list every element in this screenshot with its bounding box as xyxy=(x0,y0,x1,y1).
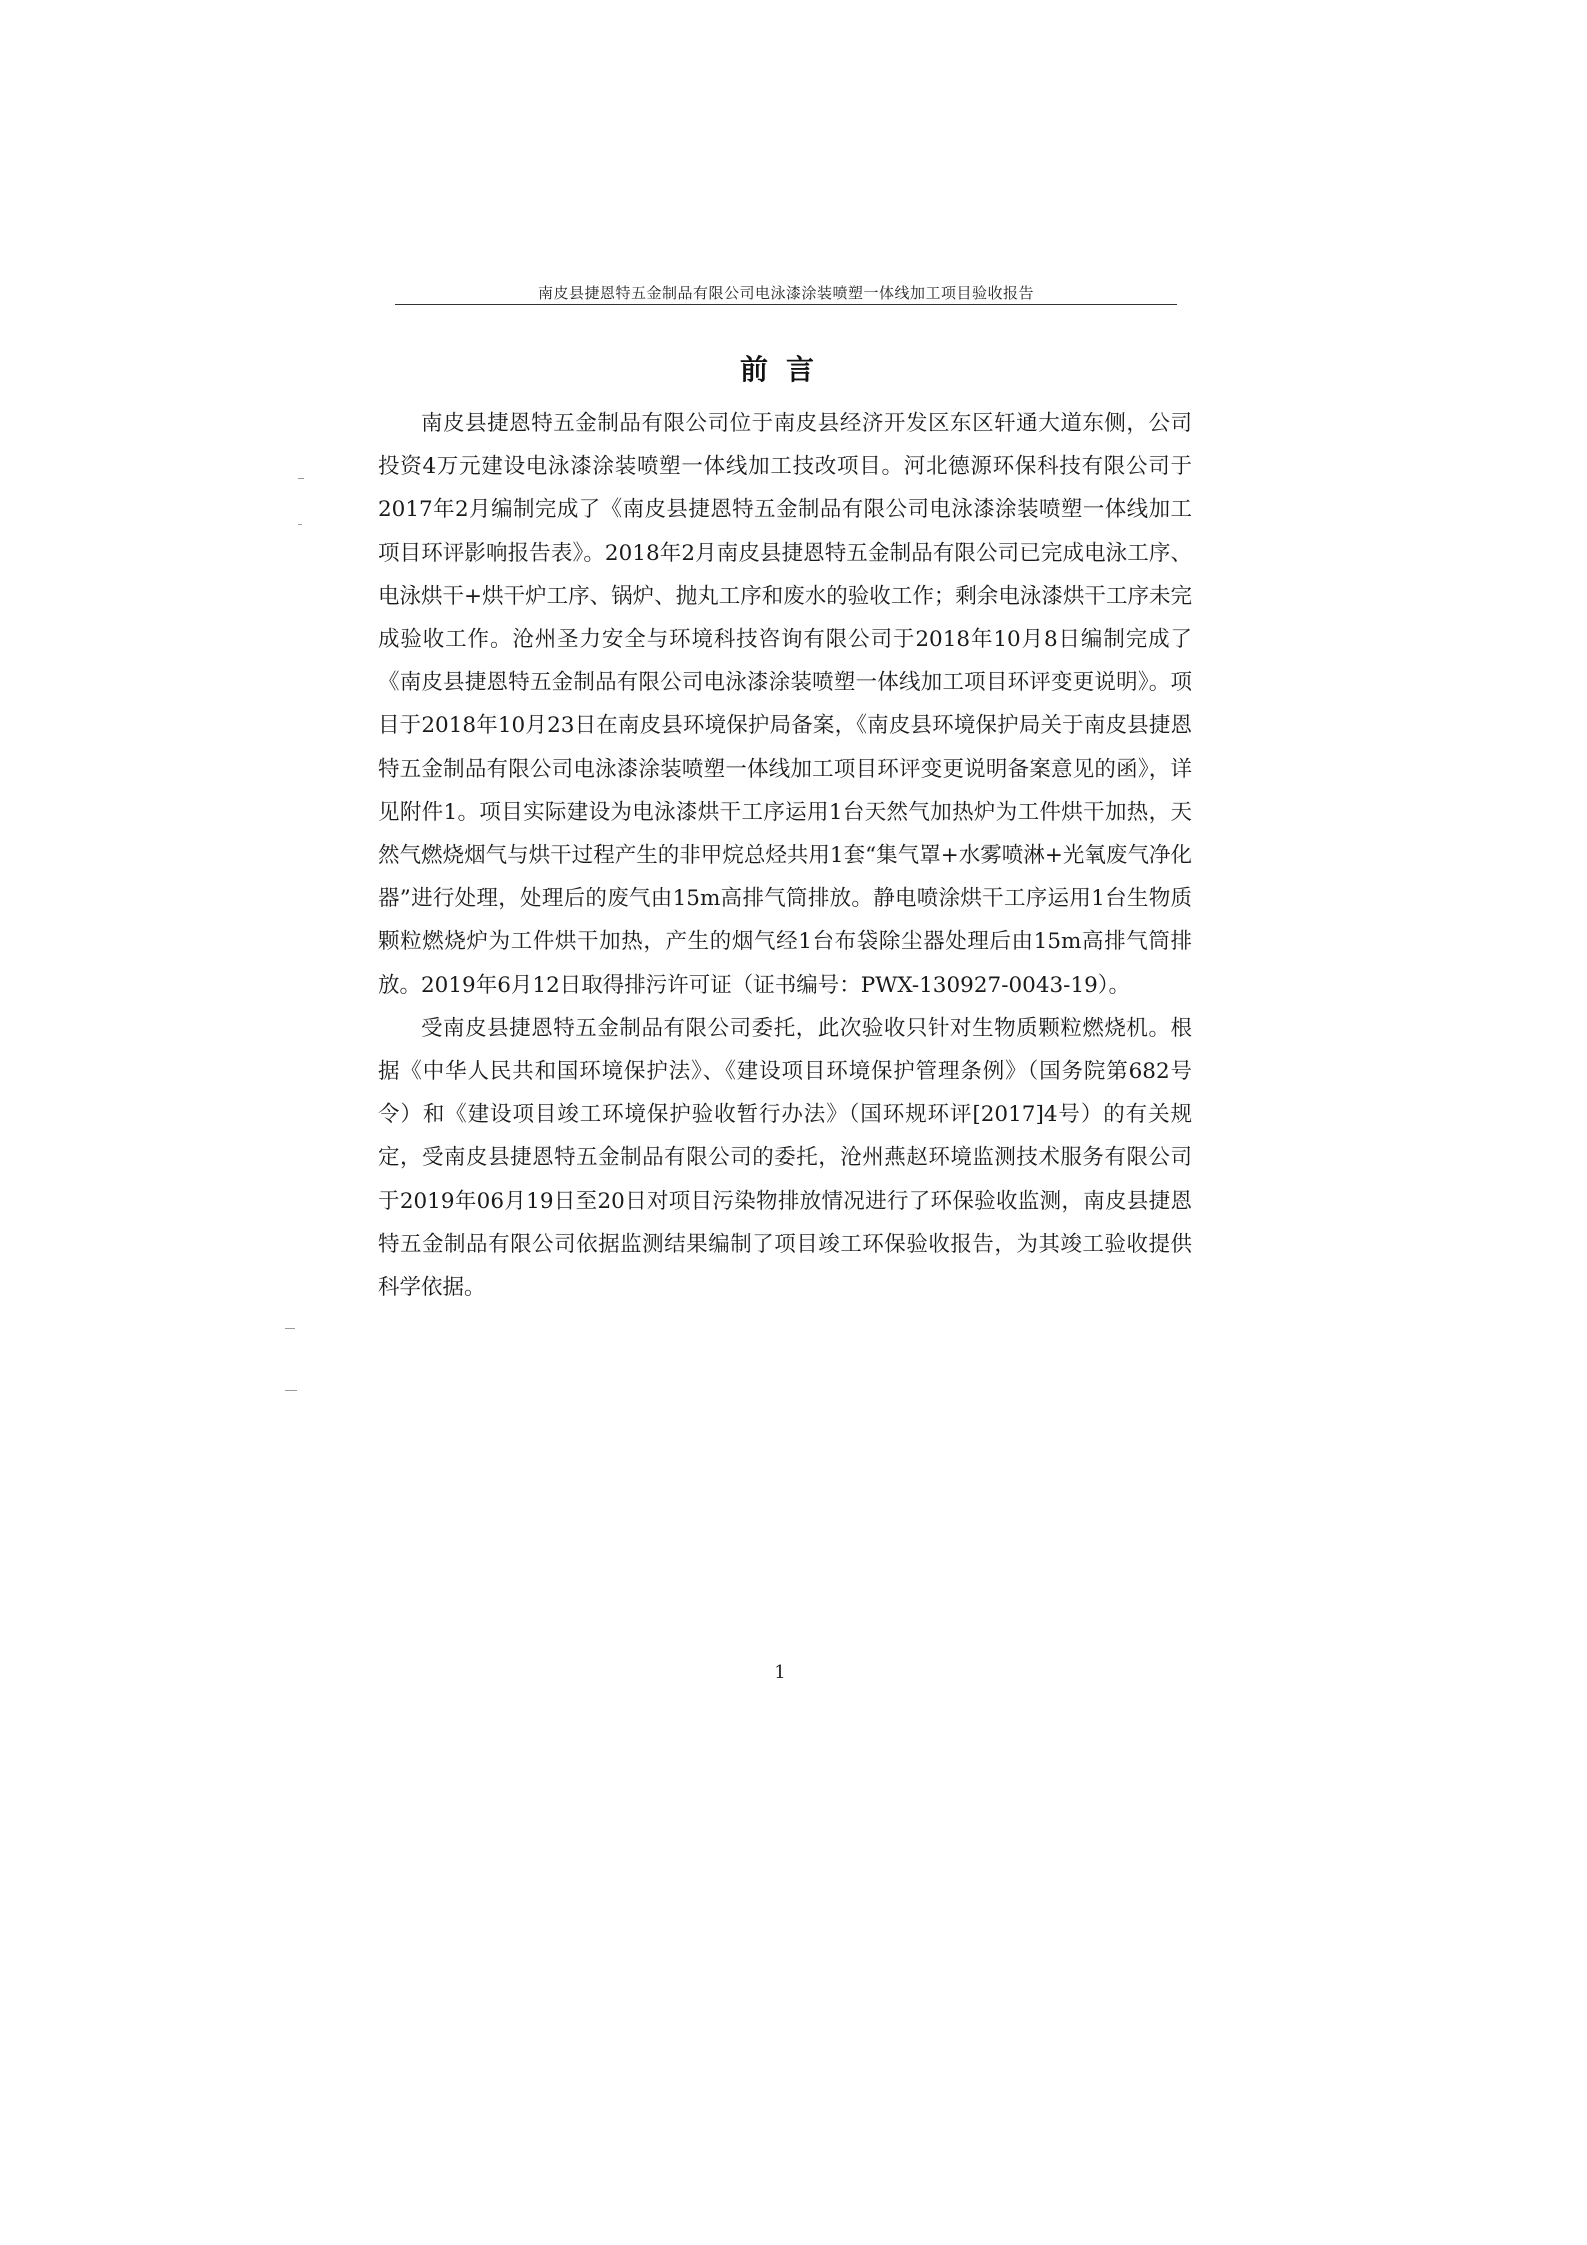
scan-mark xyxy=(285,1328,295,1329)
section-title: 前言 xyxy=(739,353,832,386)
header-rule xyxy=(395,304,1177,305)
paragraph-2: 受南皮县捷恩特五金制品有限公司委托，此次验收只针对生物质颗粒燃烧机。根据《中华人民共和国环境保护法》、《建设项目环境保护管理条例》（国务院第682号令）和《建设项目竣工环境保护验收暂行办法》（国环规环评[2017]4号）的有关规定，受南皮县捷恩特五金制品有限公司的委托，沧州燕赵环境监测技术服务有限公司于2019年06月19日至20日对项目污染物排放情况进行了环保验收监测，南皮县捷恩特五金制品有限公司依据监测结果编制了项目竣工环保验收报告，为其竣工验收提供科学依据。 xyxy=(378,1015,1192,1301)
running-header: 南皮县捷恩特五金制品有限公司电泳漆涂装喷塑一体线加工项目验收报告 xyxy=(537,284,1034,302)
scan-mark xyxy=(298,524,302,525)
scan-mark xyxy=(298,478,304,479)
scan-mark xyxy=(285,1390,297,1391)
body-text xyxy=(378,402,1192,1309)
paragraph-1: 南皮县捷恩特五金制品有限公司位于南皮县经济开发区东区轩通大道东侧，公司投资4万元建设电泳漆涂装喷塑一体线加工技改项目。河北德源环保科技有限公司于2017年2月编制完成了《南皮县捷恩特五金制品有限公司电泳漆涂装喷塑一体线加工项目环评影响报告表》。2018年2月南皮县捷恩特五金制品有限公司已完成电泳工序、电泳烘干+烘干炉工序、锅炉、抛丸工序和废水的验收工作；剩余电泳漆烘干工序未完成验收工作。沧州圣力安全与环境科技咨询有限公司于2018年10月8日编制完成了《南皮县捷恩特五金制品有限公司电泳漆涂装喷塑一体线加工项目环评变更说明》。项目于2018年10月23日在南皮县环境保护局备案，《南皮县环境保护局关于南皮县捷恩特五金制品有限公司电泳漆涂装喷塑一体线加工项目环评变更说明备案意见的函》，详见附件1。项目实际建设为电泳漆烘干工序运用1台天然气加热炉为工件烘干加热，天然气燃烧烟气与烘干过程产生的非甲烷总烃共用1套“集气罩+水雾喷淋+光氧废气净化器”进行处理，处理后的废气由15m高排气筒排放。静电喷涂烘干工序运用1台生物质颗粒燃烧炉为工件烘干加热，产生的烟气经1台布袋除尘器处理后由15m高排气筒排放。2019年6月12日取得排污许可证（证书编号：PWX-130927-0043-19）。 xyxy=(378,411,1192,998)
page-number: 1 xyxy=(774,1662,786,1683)
